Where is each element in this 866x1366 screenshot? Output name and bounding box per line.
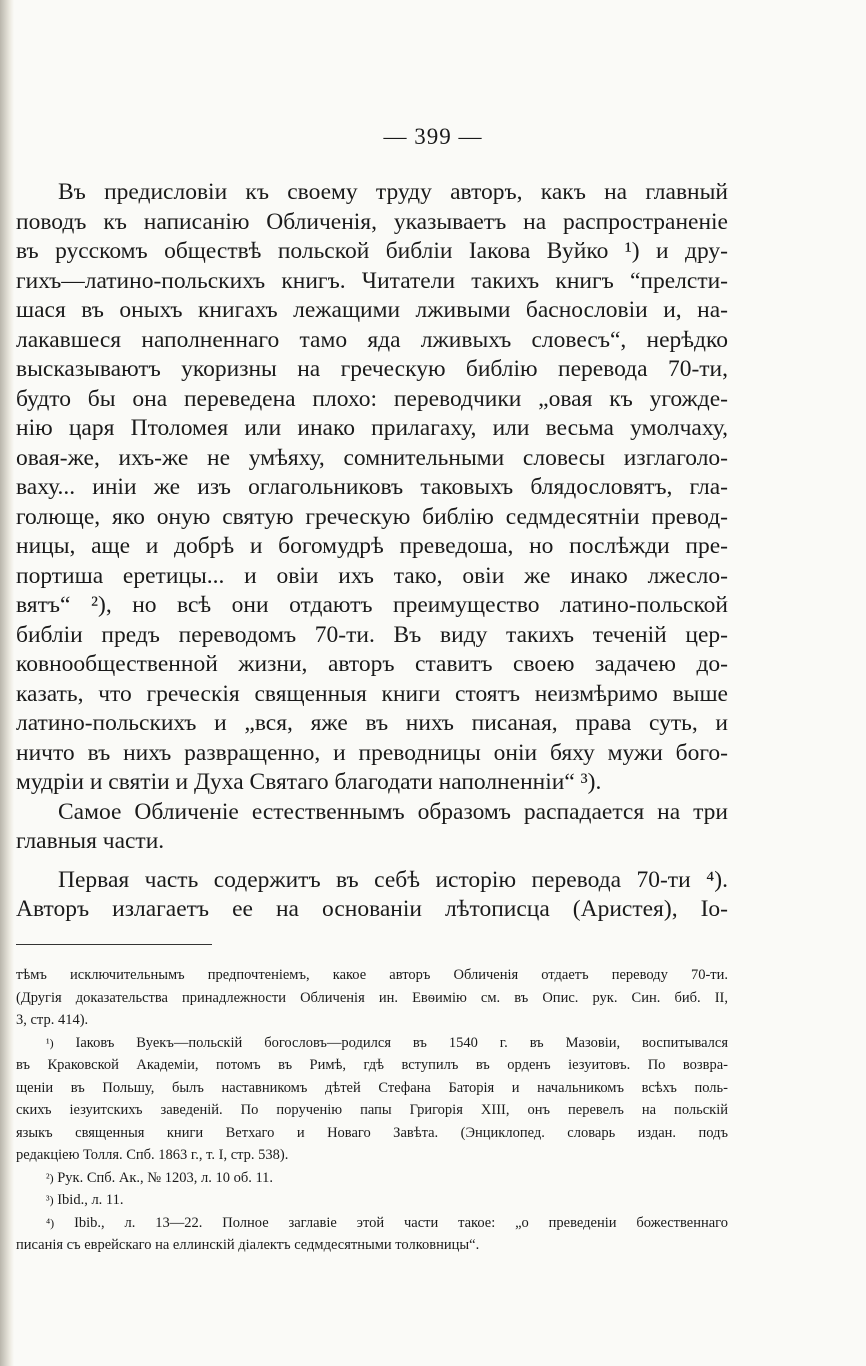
footnote-line bbox=[16, 987, 728, 1010]
footnote-number: ³) bbox=[46, 1193, 54, 1207]
footnote-number: ⁴) bbox=[46, 1215, 55, 1230]
main-text bbox=[16, 178, 728, 925]
text-line: нію царя Птоломея или инако прилагаху, или весьма умолчаху, bbox=[16, 415, 728, 441]
page-number: — 399 — bbox=[383, 124, 483, 149]
text-line: ничто въ нихъ развращенно, и преводницы оніи бяху мужи бого- bbox=[16, 739, 728, 766]
footnote-text: языкъ священныя книги Ветхаго и Новаго Завѣта. (Энциклопед. словарь издан. подъ bbox=[16, 1124, 728, 1141]
footnote-text: Ibib., л. 13—22. Полное заглавіе этой части такое: „о преведеніи божественнаго bbox=[74, 1214, 729, 1231]
text-line: ницы, аще и добрѣ и богомудрѣ преведоша, но послѣжди пре- bbox=[16, 533, 728, 559]
footnote-number: ²) bbox=[46, 1170, 54, 1185]
text-line: вятъ“ ²), но всѣ они отдаютъ преимущество латино-польской bbox=[16, 592, 728, 618]
footnote-text: Рук. Спб. Ак., № 1203, л. 10 об. 11. bbox=[57, 1169, 274, 1186]
footnote-line bbox=[16, 1122, 728, 1145]
footnote-text: редакціею Толля. Спб. 1863 г., т. I, стр. 538). bbox=[16, 1147, 289, 1163]
footnote-line bbox=[16, 1077, 728, 1100]
text-line: ковнообщественной жизни, авторъ ставитъ своею задачею до- bbox=[16, 651, 728, 677]
text-line: библіи предъ переводомъ 70-ти. Въ виду такихъ теченій цер- bbox=[16, 621, 728, 648]
text-line: лакавшеся наполненнаго тамо яда лживыхъ словесъ“, нерѣдко bbox=[16, 326, 728, 353]
text-line: въ русскомъ обществѣ польской библіи Іакова Вуйко ¹) и дру- bbox=[16, 238, 728, 264]
scan-binding-shadow bbox=[0, 0, 14, 1366]
text-line: латино-польскихъ и „вся, яже въ нихъ писаная, права суть, и bbox=[16, 710, 728, 736]
footnotes bbox=[16, 964, 728, 1257]
text-line: Первая часть содержитъ въ себѣ исторію перевода 70-ти ⁴). bbox=[58, 866, 728, 893]
footnote-line bbox=[16, 1234, 728, 1257]
text-line: мудріи и святіи и Духа Святаго благодати наполненніи“ ³). bbox=[16, 769, 602, 795]
footnote-start-line bbox=[16, 1212, 728, 1235]
text-line: поводъ къ написанію Обличенія, указываетъ на распространеніе bbox=[16, 208, 728, 235]
text-line: Авторъ излагаетъ ее на основаніи лѣтописца (Аристея), Іо- bbox=[16, 896, 728, 922]
footnote-start-line bbox=[16, 1032, 728, 1055]
footnote-start-line bbox=[16, 1167, 728, 1190]
footnote-line bbox=[16, 1144, 728, 1167]
footnote-text: скихъ іезуитскихъ заведеній. По порученію папы Григорія XIII, онъ перевелъ на польскій bbox=[16, 1102, 728, 1118]
footnote-line bbox=[16, 1009, 728, 1032]
footnote-text: писанія съ еврейскаго на еллинскій діалектъ седмдесятными толковницы“. bbox=[16, 1237, 480, 1253]
text-line: гихъ—латино-польскихъ книгъ. Читатели такихъ книгъ “прелсти- bbox=[16, 267, 728, 294]
text-line: шася въ оныхъ книгахъ лежащими лживыми баснословіи и, на- bbox=[16, 297, 728, 323]
footnote-text: Ibid., л. 11. bbox=[57, 1192, 124, 1208]
footnote-text: щеніи въ Польшу, былъ наставникомъ дѣтей Стефана Баторія и начальникомъ всѣхъ поль- bbox=[16, 1079, 728, 1096]
text-line: высказываютъ укоризны на греческую библію перевода 70-ти, bbox=[16, 356, 728, 382]
footnote-separator bbox=[16, 944, 212, 945]
footnote-text: Іаковъ Вуекъ—польскій богословъ—родился въ 1540 г. въ Мазовіи, воспитывался bbox=[75, 1034, 729, 1051]
footnote-line bbox=[16, 964, 728, 987]
footnote-start-line bbox=[16, 1189, 728, 1212]
text-line: Самое Обличеніе естественнымъ образомъ распадается на три bbox=[58, 798, 728, 825]
text-line: Въ предисловіи къ своему труду авторъ, какъ на главный bbox=[58, 179, 728, 205]
footnote-number: ¹) bbox=[46, 1035, 54, 1050]
footnote-text: (Другія доказательства принадлежности Обличенія ин. Евѳимію см. въ Опис. рук. Син. биб. II, bbox=[16, 989, 728, 1006]
footnote-text: въ Краковской Академіи, потомъ въ Римѣ, гдѣ вступилъ въ орденъ іезуитовъ. По возвра- bbox=[16, 1057, 728, 1073]
text-line: будто бы она переведена плохо: переводчики „овая къ угожде- bbox=[16, 385, 728, 412]
footnote-text: 3, стр. 414). bbox=[16, 1012, 89, 1028]
text-line: портиша еретицы... и овіи ихъ тако, овіи же инако лжесло- bbox=[16, 562, 728, 589]
footnote-text: тѣмъ исключительнымъ предпочтеніемъ, какое авторъ Обличенія отдаетъ переводу 70-ти. bbox=[16, 967, 728, 983]
footnote-line bbox=[16, 1099, 728, 1122]
text-line: голюще, яко оную святую греческую библію седмдесятніи превод- bbox=[16, 503, 728, 530]
text-line: главныя части. bbox=[16, 828, 165, 854]
text-line: казать, что греческія священныя книги стоятъ неизмѣримо выше bbox=[16, 680, 728, 707]
footnote-line bbox=[16, 1054, 728, 1077]
text-line: ваху... иніи же изъ оглагольниковъ таковыхъ блядословятъ, гла- bbox=[16, 474, 728, 500]
text-line: овая-же, ихъ-же не умѣяху, сомнительными словесы изглаголо- bbox=[16, 444, 728, 471]
